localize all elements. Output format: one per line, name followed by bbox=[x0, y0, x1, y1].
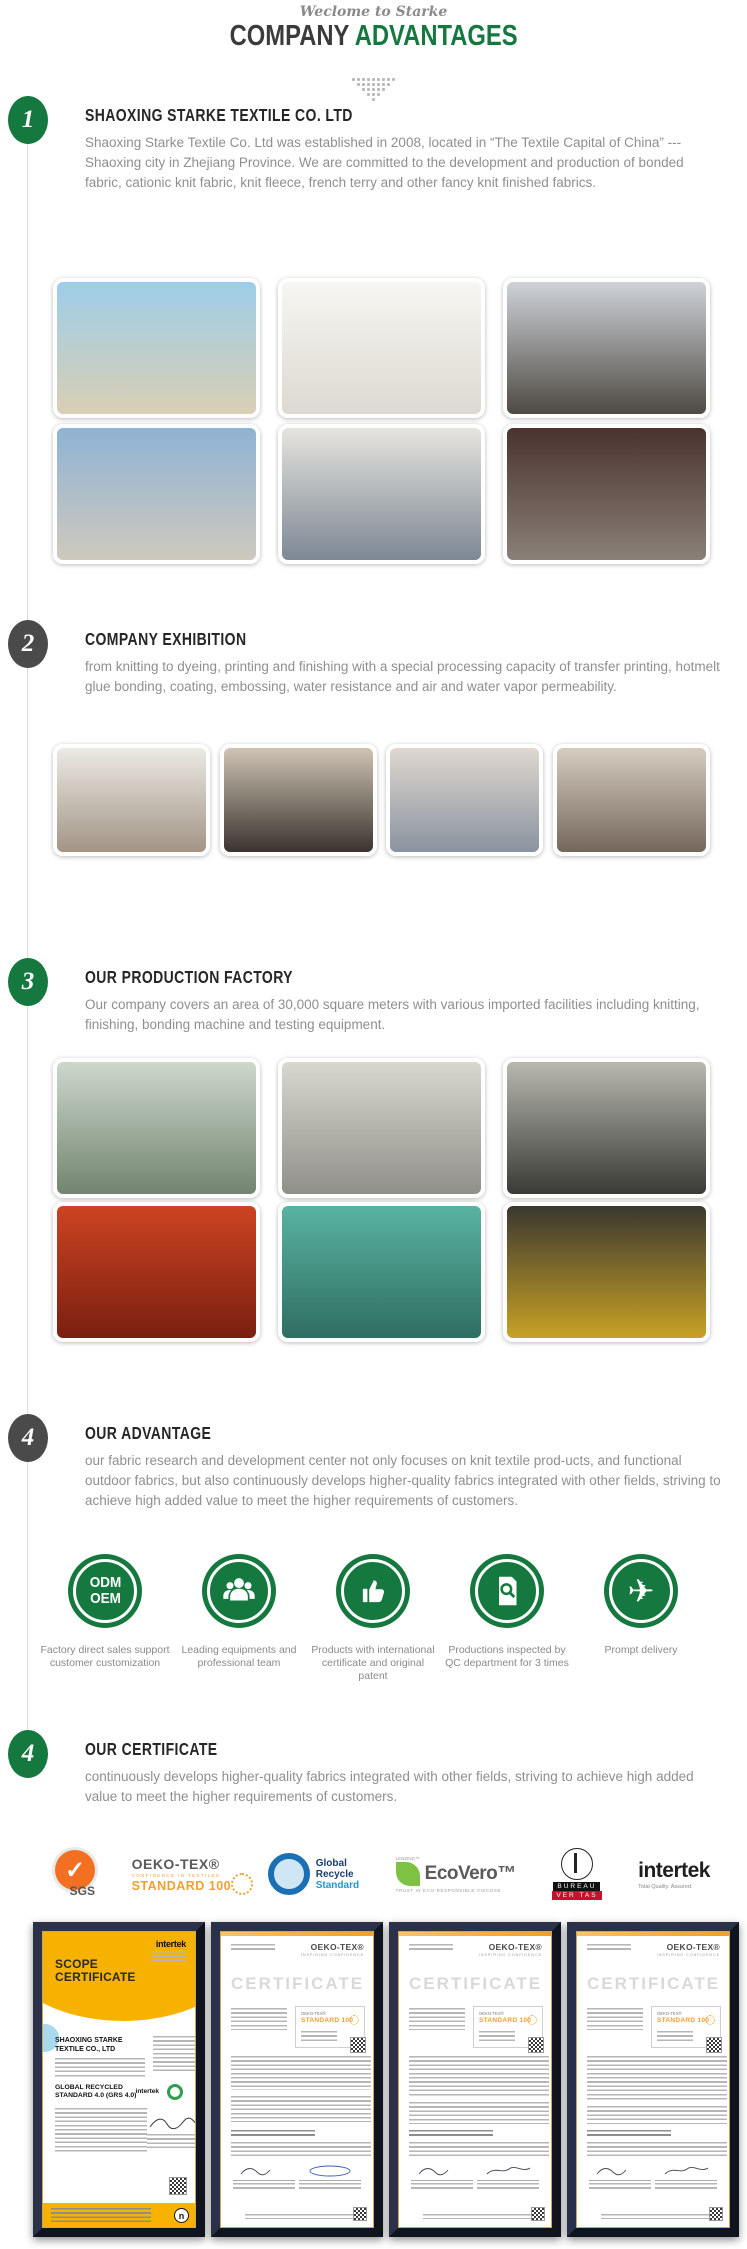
photo-fabric-printing-table bbox=[503, 1058, 710, 1198]
advantage-caption: Leading equipments and professional team bbox=[181, 1644, 297, 1669]
photo-exhibition-booth-jackets bbox=[53, 744, 210, 856]
section-2-paragraph: from knitting to dyeing, printing and finishing with a special processing capacity of transfer printing, hotmelt glue bonding, coating, embossing, water resistance and air and water vapor permeability. bbox=[85, 659, 720, 694]
advantage-certificate bbox=[306, 1554, 440, 1683]
photo-fabric-sample-racks bbox=[503, 278, 710, 418]
section-4-paragraph: our fabric research and development center not only focuses on knit textile prod-ucts, and functional outdoor fabrics, but also continuously develops higher-quality fabrics integrated with other fields, striving to achieve high added value to meet the higher requirements of customers. bbox=[85, 1453, 721, 1508]
certificate-watermark: CERTIFICATE bbox=[409, 1974, 543, 1993]
photo-knitting-machines bbox=[53, 1058, 260, 1198]
qr-code bbox=[528, 2037, 544, 2053]
advantage-caption: Productions inspected by QC department for 3 times bbox=[445, 1644, 569, 1669]
section-1-number-badge: 1 bbox=[8, 96, 48, 144]
certificate-frame-oeko-2 bbox=[389, 1922, 561, 2237]
orange-top-bar bbox=[577, 1932, 729, 1936]
advantage-caption: Products with international certificate and original patent bbox=[311, 1644, 435, 1682]
photo-exhibition-fabric-booth bbox=[386, 744, 543, 856]
qr-code bbox=[531, 2207, 545, 2221]
photo-exhibition-meeting-tables bbox=[553, 744, 710, 856]
section-5 bbox=[85, 1739, 723, 1807]
oeko-tex-certificate bbox=[221, 1932, 373, 2227]
thumbs-up-icon bbox=[336, 1554, 410, 1628]
signatures bbox=[589, 2164, 717, 2191]
certificate-watermark: CERTIFICATE bbox=[587, 1974, 721, 1993]
team-icon bbox=[202, 1554, 276, 1628]
scope-certificate-title: SCOPE CERTIFICATE bbox=[55, 1957, 136, 1984]
section-4-number-badge: 4 bbox=[8, 1414, 48, 1462]
advantage-team bbox=[172, 1554, 306, 1683]
photo-factory-floor bbox=[278, 1058, 485, 1198]
oeko-tex-header: OEKO-TEX® INSPIRING CONFIDENCE bbox=[478, 1942, 542, 1957]
advantages-row bbox=[38, 1554, 710, 1683]
page-title-dark: COMPANY bbox=[229, 20, 349, 52]
photo-office-blue-blinds bbox=[53, 424, 260, 564]
advantage-inspection bbox=[440, 1554, 574, 1683]
grs-standard-text: GLOBAL RECYCLED STANDARD 4.0 (GRS 4.0) bbox=[55, 2084, 137, 2099]
bureau-veritas-emblem-icon bbox=[561, 1848, 593, 1880]
section-4-heading: OUR ADVANTAGE bbox=[85, 1423, 212, 1443]
welcome-script-text: Weclome to Starke bbox=[299, 4, 448, 20]
section-3-heading: OUR PRODUCTION FACTORY bbox=[85, 967, 293, 987]
signature bbox=[147, 2114, 195, 2132]
oeko-tex-certificate bbox=[577, 1932, 729, 2227]
photo-red-fabric-machine bbox=[53, 1202, 260, 1342]
intertek-logo: intertek Total Quality. Assured. bbox=[638, 1858, 710, 1890]
section-2-photo-row bbox=[53, 744, 710, 856]
section-1-photo-row-1 bbox=[53, 278, 710, 418]
sun-icon bbox=[705, 2015, 715, 2025]
bureau-veritas-logo: BUREAU VER TAS bbox=[552, 1848, 601, 1900]
advantage-caption: Prompt delivery bbox=[604, 1644, 678, 1656]
certificate-company-name: SHAOXING STARKE TEXTILE CO., LTD bbox=[55, 2037, 123, 2053]
photo-office-workstations bbox=[278, 424, 485, 564]
oeko-tex-header: OEKO-TEX® INSPIRING CONFIDENCE bbox=[656, 1942, 720, 1957]
photo-company-group-photo bbox=[503, 424, 710, 564]
standard-100-box: OEKO-TEX® STANDARD 100 bbox=[651, 2006, 721, 2048]
section-1 bbox=[85, 105, 723, 193]
section-5-paragraph: continuously develops higher-quality fabrics integrated with other fields, striving to achieve high added value to meet the higher requirements of customers. bbox=[85, 1769, 694, 1804]
signatures bbox=[411, 2164, 539, 2191]
page-title bbox=[0, 20, 747, 53]
section-3-photo-row-2 bbox=[53, 1202, 710, 1342]
qr-code bbox=[706, 2037, 722, 2053]
qr-code bbox=[709, 2207, 723, 2221]
section-4 bbox=[85, 1423, 723, 1511]
standard-100-box: OEKO-TEX® STANDARD 100 bbox=[295, 2006, 365, 2048]
intertek-mark-icon: n bbox=[174, 2208, 189, 2223]
sun-icon bbox=[349, 2015, 359, 2025]
intertek-brand-text: intertek bbox=[155, 1939, 186, 1949]
certificate-footer-bar bbox=[43, 2203, 195, 2227]
global-recycle-standard-logo: Global Recycle Standard bbox=[268, 1853, 359, 1895]
section-3-paragraph: Our company covers an area of 30,000 square meters with various imported facilities including knitting, finishing, bonding machine and testing equipment. bbox=[85, 997, 700, 1032]
qr-code bbox=[353, 2207, 367, 2221]
inspection-icon bbox=[470, 1554, 544, 1628]
photo-office-building-exterior bbox=[53, 278, 260, 418]
sun-icon bbox=[527, 2015, 537, 2025]
certificate-frame-oeko-3 bbox=[567, 1922, 739, 2237]
photo-exhibition-crowd bbox=[220, 744, 377, 856]
certificate-frame-scope bbox=[33, 1922, 205, 2237]
qr-code bbox=[350, 2037, 366, 2053]
odm-oem-badge-icon: ODM OEM bbox=[68, 1554, 142, 1628]
oeko-tex-header: OEKO-TEX® INSPIRING CONFIDENCE bbox=[300, 1942, 364, 1957]
section-1-paragraph: Shaoxing Starke Textile Co. Ltd was established in 2008, located in “The Textile Capital of China” ---Shaoxing city in Zhejiang Province. We are committed to the development and production of bonded fabric, cationic knit fabric, knit fleece, french terry and other fancy knit finished fabrics. bbox=[85, 135, 684, 190]
section-5-number-badge: 4 bbox=[8, 1730, 48, 1778]
advantage-caption: Factory direct sales support customer customization bbox=[40, 1644, 170, 1669]
plane-icon: ✈ bbox=[604, 1554, 678, 1628]
certificate-watermark: CERTIFICATE bbox=[231, 1974, 365, 1993]
qr-code bbox=[169, 2177, 187, 2195]
section-5-heading: OUR CERTIFICATE bbox=[85, 1739, 218, 1759]
recycle-globe-icon bbox=[268, 1853, 310, 1895]
sgs-check-icon: ✓ bbox=[55, 1850, 95, 1890]
oeko-tex-logo: OEKO-TEX® CONFIDENCE IN TEXTILES STANDARD 100 bbox=[132, 1856, 232, 1893]
section-3-number-badge: 3 bbox=[8, 958, 48, 1006]
certificates-row bbox=[33, 1922, 739, 2237]
section-1-heading: SHAOXING STARKE TEXTILE CO. LTD bbox=[85, 105, 353, 125]
sgs-logo: ✓ SGS bbox=[55, 1850, 95, 1898]
photo-yellow-fabric-roll bbox=[503, 1202, 710, 1342]
timeline-connector-line bbox=[27, 118, 28, 1760]
scope-certificate: intertek SCOPE CERTIFICATE SHAOXING STARKE TEXTILE CO., LTD GLOBAL RECYCLED STANDARD 4.0 (GRS 4.0) intertek n bbox=[43, 1932, 195, 2227]
section-1-photo-row-2 bbox=[53, 424, 710, 564]
certification-logos-row bbox=[55, 1836, 710, 1912]
grs-round-logo-icon bbox=[167, 2084, 183, 2100]
advantage-delivery bbox=[574, 1554, 708, 1683]
orange-top-bar bbox=[221, 1932, 373, 1936]
certificate-frame-oeko-1 bbox=[211, 1922, 383, 2237]
oeko-tex-sun-icon bbox=[231, 1873, 253, 1895]
signatures bbox=[233, 2164, 361, 2191]
section-2-number-badge: 2 bbox=[8, 620, 48, 668]
section-3 bbox=[85, 967, 723, 1035]
photo-teal-fabric-machine bbox=[278, 1202, 485, 1342]
ecovero-logo: LENZING™ EcoVero™ TRUST IN ECO-RESPONSIBLE VISCOSE bbox=[395, 1855, 516, 1893]
orange-top-bar bbox=[399, 1932, 551, 1936]
dots-arrow-decoration bbox=[0, 78, 747, 101]
leaf-icon bbox=[396, 1862, 420, 1886]
advantage-odm-oem bbox=[38, 1554, 172, 1683]
photo-starke-textile-logo-wall bbox=[278, 278, 485, 418]
oeko-tex-certificate bbox=[399, 1932, 551, 2227]
section-2 bbox=[85, 629, 723, 697]
section-2-heading: COMPANY EXHIBITION bbox=[85, 629, 247, 649]
standard-100-box: OEKO-TEX® STANDARD 100 bbox=[473, 2006, 543, 2048]
section-3-photo-row-1 bbox=[53, 1058, 710, 1198]
page-title-green: ADVANTAGES bbox=[354, 20, 518, 52]
